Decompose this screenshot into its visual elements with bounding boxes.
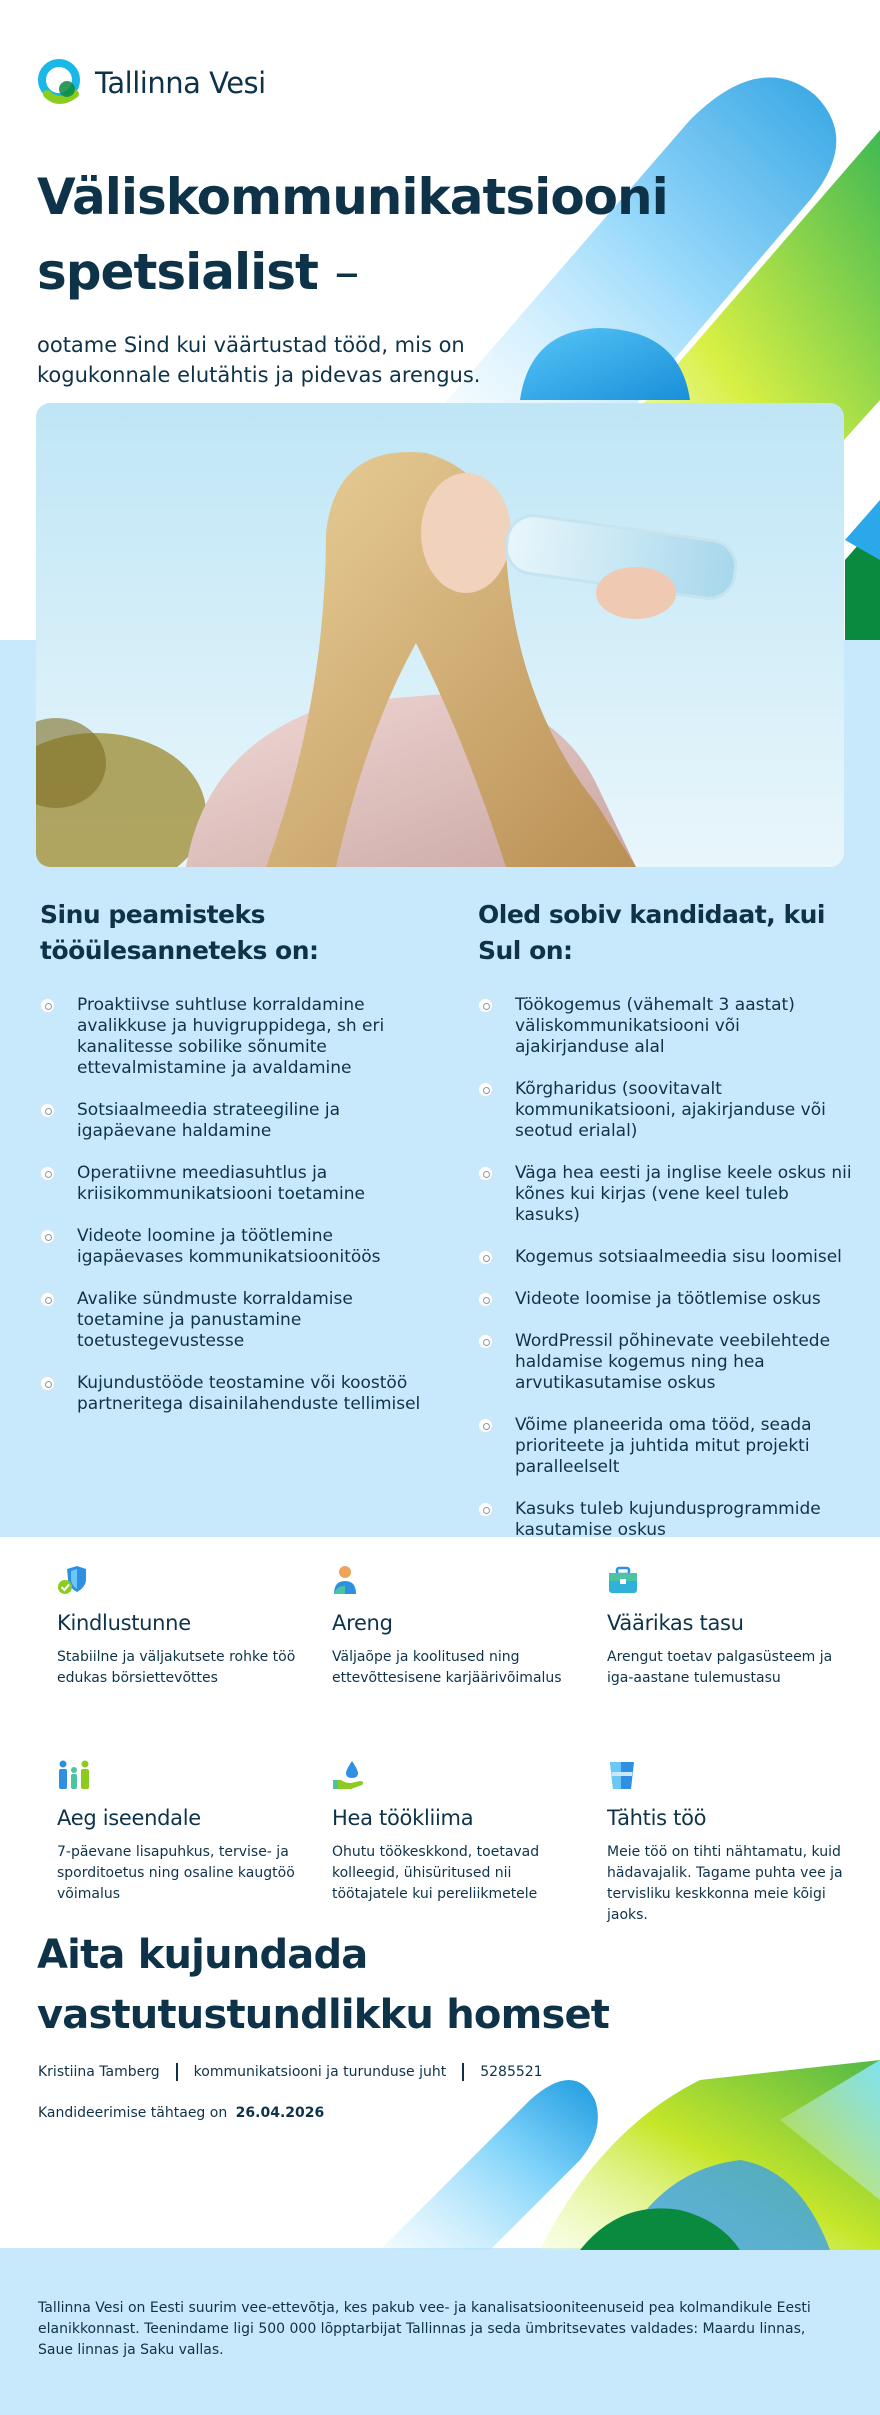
job-title: Väliskommunikatsiooni spetsialist [37,168,668,301]
bullet-icon [478,1502,493,1517]
bullet-icon [478,1082,493,1097]
benefit-card [57,1760,297,1905]
contact-phone[interactable]: 5285521 [480,2064,543,2080]
requirement-item: Kõrgharidus (soovitavalt kommunikatsiooni, ajakirjanduse või seotud erialal) [478,1079,858,1142]
benefit-title: Kindlustunne [57,1611,191,1635]
requirement-item: WordPressil põhinevate veebilehtede haldamise kogemus ning hea arvutikasutamise oskus [478,1331,858,1394]
requirement-item: Töökogemus (vähemalt 3 aastat) väliskommunikatsiooni või ajakirjanduse alal [478,995,858,1058]
benefit-description: Ohutu töökeskkond, toetavad kolleegid, ühisüritused nii töötajatele kui pereliikmetele [332,1844,540,1902]
duty-item: Sotsiaalmeedia strateegiline ja igapäevane haldamine [40,1100,440,1142]
requirement-item: Videote loomise ja töötlemise oskus [478,1289,858,1310]
shield-check-icon [57,1565,87,1595]
separator [462,2063,464,2081]
cta-heading: Aita kujundada vastutustundlikku homset [37,1932,610,2038]
bullet-icon [478,998,493,1013]
duty-item: Proaktiivse suhtluse korraldamine avalikkuse ja huvigruppidega, sh eri kanalitesse sobilike sõnumite ettevalmistamine ja avaldamine [40,995,440,1079]
benefit-description: Stabiilne ja väljakutsete rohke töö edukas börsiettevõttes [57,1649,296,1686]
benefit-card [57,1565,297,1689]
bullet-icon [478,1418,493,1433]
people-icon [57,1760,91,1790]
brand-logo[interactable] [37,58,266,108]
benefit-title: Tähtis töö [607,1806,707,1830]
deadline-date: 26.04.2026 [235,2105,325,2121]
requirements-list [478,995,858,1541]
bullet-icon [40,1229,55,1244]
duty-item: Kujundustööde teostamine või koostöö partneritega disainilahenduste tellimisel [40,1373,440,1415]
requirement-item: Väga hea eesti ja inglise keele oskus nii kõnes kui kirjas (vene keel tuleb kasuks) [478,1163,858,1226]
bullet-icon [40,1376,55,1391]
duties-section [40,897,440,1436]
benefit-card [607,1760,847,1926]
duties-title: Sinu peamisteks tööülesanneteks on: [40,900,319,965]
benefit-description: Väljaõpe ja koolitused ning ettevõttesisene karjäärivõimalus [332,1649,562,1686]
brand-name: Tallinna Vesi [95,66,266,100]
bullet-icon [40,1103,55,1118]
deadline-label: Kandideerimise tähtaeg on [38,2105,228,2121]
application-deadline [38,2105,324,2121]
contact-line [38,2063,543,2081]
requirements-title: Oled sobiv kandidaat, kui Sul on: [478,900,825,965]
requirement-item: Kasuks tuleb kujundusprogrammide kasutamise oskus [478,1499,858,1541]
bullet-icon [478,1250,493,1265]
benefit-description: Arengut toetav palgasüsteem ja iga-aastane tulemustasu [607,1649,833,1686]
water-glass-icon [607,1760,637,1790]
person-icon [332,1565,362,1595]
bullet-icon [40,1166,55,1181]
duty-item: Videote loomine ja töötlemine igapäevases kommunikatsioonitöös [40,1226,440,1268]
title-dash: – [334,243,359,301]
hand-drop-icon [332,1760,366,1790]
bullet-icon [40,998,55,1013]
hero-photo-woman-drinking-water [36,403,844,867]
decorative-water-shapes-bottom [0,2060,880,2260]
benefit-card [332,1565,572,1689]
contact-role: kommunikatsiooni ja turunduse juht [193,2064,447,2080]
requirements-section [478,897,858,1562]
duties-list [40,995,440,1415]
benefit-card [607,1565,847,1689]
benefit-title: Väärikas tasu [607,1611,744,1635]
contact-name: Kristiina Tamberg [38,2064,160,2080]
benefit-title: Areng [332,1611,393,1635]
tallinna-vesi-logo [37,58,87,108]
benefit-title: Aeg iseendale [57,1806,201,1830]
separator [176,2063,178,2081]
benefit-title: Hea töökliima [332,1806,474,1830]
bullet-icon [40,1292,55,1307]
hero-subtitle: ootame Sind kui väärtustad tööd, mis on kogukonnale elutähtis ja pidevas arengus. [37,333,481,387]
briefcase-icon [607,1565,637,1595]
page-title [37,160,697,310]
bullet-icon [478,1292,493,1307]
company-description: Tallinna Vesi on Eesti suurim vee-ettevõtja, kes pakub vee- ja kanalisatsiooniteenuseid pea kolmandikule Eesti elanikkonnast. Teenindame ligi 500 000 lõpptarbijat Tallinnas ja seda ümbritsevates valdades: Maardu linnas, Saue linnas ja Saku vallas. [38,2300,811,2358]
requirement-item: Kogemus sotsiaalmeedia sisu loomisel [478,1247,858,1268]
benefit-card [332,1760,572,1905]
requirement-item: Võime planeerida oma tööd, seada prioriteete ja juhtida mitut projekti paralleelselt [478,1415,858,1478]
benefit-description: Meie töö on tihti nähtamatu, kuid hädavajalik. Tagame puhta vee ja tervisliku keskkonna meie kõigi jaoks. [607,1844,843,1923]
duty-item: Operatiivne meediasuhtlus ja kriisikommunikatsiooni toetamine [40,1163,440,1205]
bullet-icon [478,1334,493,1349]
benefit-description: 7-päevane lisapuhkus, tervise- ja sporditoetus ning osaline kaugtöö võimalus [57,1844,295,1902]
bullet-icon [478,1166,493,1181]
duty-item: Avalike sündmuste korraldamise toetamine ja panustamine toetustegevustesse [40,1289,440,1352]
